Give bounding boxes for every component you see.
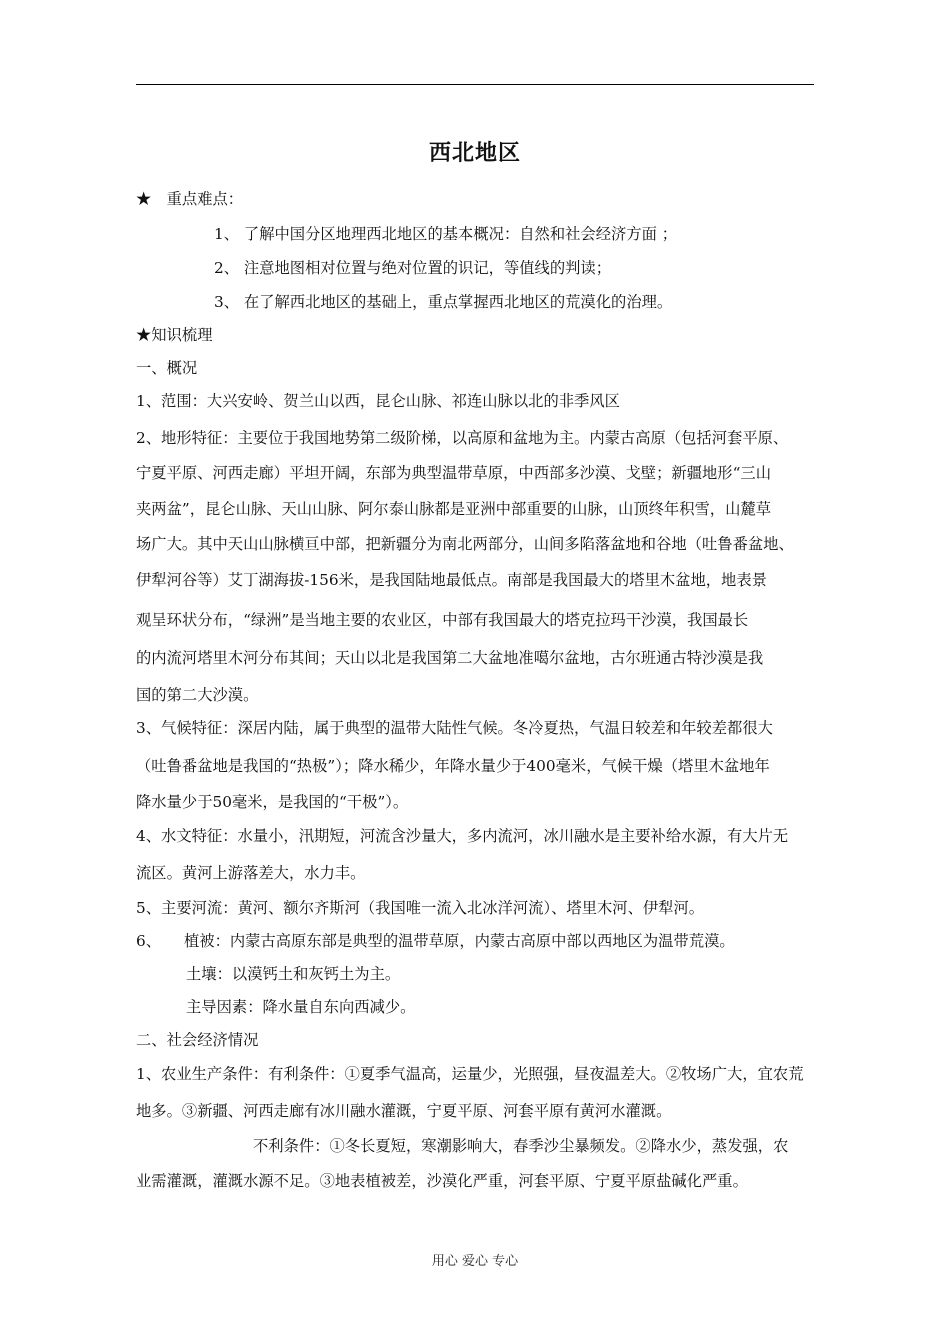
paragraph-line: （吐鲁番盆地是我国的“热极”）；降水稀少，年降水量少于400毫米，气候干燥（塔里木盆地年 [136,757,770,775]
paragraph-line: 宁夏平原、河西走廊）平坦开阔，东部为典型温带草原，中西部多沙漠、戈壁；新疆地形“三山 [136,464,771,482]
paragraph-line: 不利条件：①冬长夏短，寒潮影响大，春季沙尘暴频发。②降水少，蒸发强，农 [253,1137,789,1155]
header-rule [136,84,814,85]
paragraph-line: 5、主要河流：黄河、额尔齐斯河（我国唯一流入北冰洋河流）、塔里木河、伊犁河。 [136,899,705,917]
section-heading-knowledge: ★知识梳理 [136,326,213,344]
paragraph-line: 1、农业生产条件：有利条件：①夏季气温高，运量少，光照强，昼夜温差大。②牧场广大，宜农荒 [136,1065,804,1083]
subsection-heading-overview: 一、概况 [136,359,198,377]
paragraph-line: 3、气候特征：深居内陆，属于典型的温带大陆性气候。冬冷夏热，气温日较差和年较差都很大 [136,719,773,737]
paragraph-line: 伊犁河谷等）艾丁湖海拔-156米，是我国陆地最低点。南部是我国最大的塔里木盆地，地表景 [136,571,767,589]
paragraph-line: 场广大。其中天山山脉横亘中部，把新疆分为南北两部分，山间多陷落盆地和谷地（吐鲁番盆地、 [136,535,794,553]
paragraph-line: 观呈环状分布，“绿洲”是当地主要的农业区，中部有我国最大的塔克拉玛干沙漠，我国最长 [136,611,749,629]
paragraph-line: 6、 植被：内蒙古高原东部是典型的温带草原，内蒙古高原中部以西地区为温带荒漠。 [136,932,735,950]
section-heading-key-points: ★ 重点难点： [136,190,244,208]
paragraph-line: 地多。③新疆、河西走廊有冰川融水灌溉，宁夏平原、河套平原有黄河水灌溉。 [136,1102,672,1120]
subsection-heading-socioeconomic: 二、社会经济情况 [136,1031,259,1049]
paragraph-line: 土壤：以漠钙土和灰钙土为主。 [186,965,401,983]
page-title: 西北地区 [428,141,521,166]
paragraph-line: 1、范围：大兴安岭、贺兰山以西，昆仑山脉、祁连山脉以北的非季风区 [136,392,620,410]
paragraph-line: 主导因素：降水量自东向西减少。 [186,998,416,1016]
paragraph-line: 业需灌溉，灌溉水源不足。③地表植被差，沙漠化严重，河套平原、宁夏平原盐碱化严重。 [136,1172,748,1190]
key-point-3: 3、 在了解西北地区的基础上，重点掌握西北地区的荒漠化的治理。 [214,293,673,311]
key-point-2: 2、 注意地图相对位置与绝对位置的识记，等值线的判读； [214,259,612,277]
paragraph-line: 降水量少于50毫米，是我国的“干极”）。 [136,793,409,811]
paragraph-line: 2、地形特征：主要位于我国地势第二级阶梯，以高原和盆地为主。内蒙古高原（包括河套平原、 [136,429,789,447]
paragraph-line: 夹两盆”，昆仑山脉、天山山脉、阿尔泰山脉都是亚洲中部重要的山脉，山顶终年积雪，山麓草 [136,500,771,518]
page-footer: 用心 爱心 专心 [431,1254,519,1269]
paragraph-line: 流区。黄河上游落差大，水力丰。 [136,864,366,882]
paragraph-line: 4、水文特征：水量小，汛期短，河流含沙量大，多内流河，冰川融水是主要补给水源，有大片无 [136,827,789,845]
paragraph-line: 国的第二大沙漠。 [136,686,259,704]
key-point-1: 1、 了解中国分区地理西北地区的基本概况：自然和社会经济方面 ； [214,225,678,243]
paragraph-line: 的内流河塔里木河分布其间；天山以北是我国第二大盆地准噶尔盆地，古尔班通古特沙漠是我 [136,649,764,667]
